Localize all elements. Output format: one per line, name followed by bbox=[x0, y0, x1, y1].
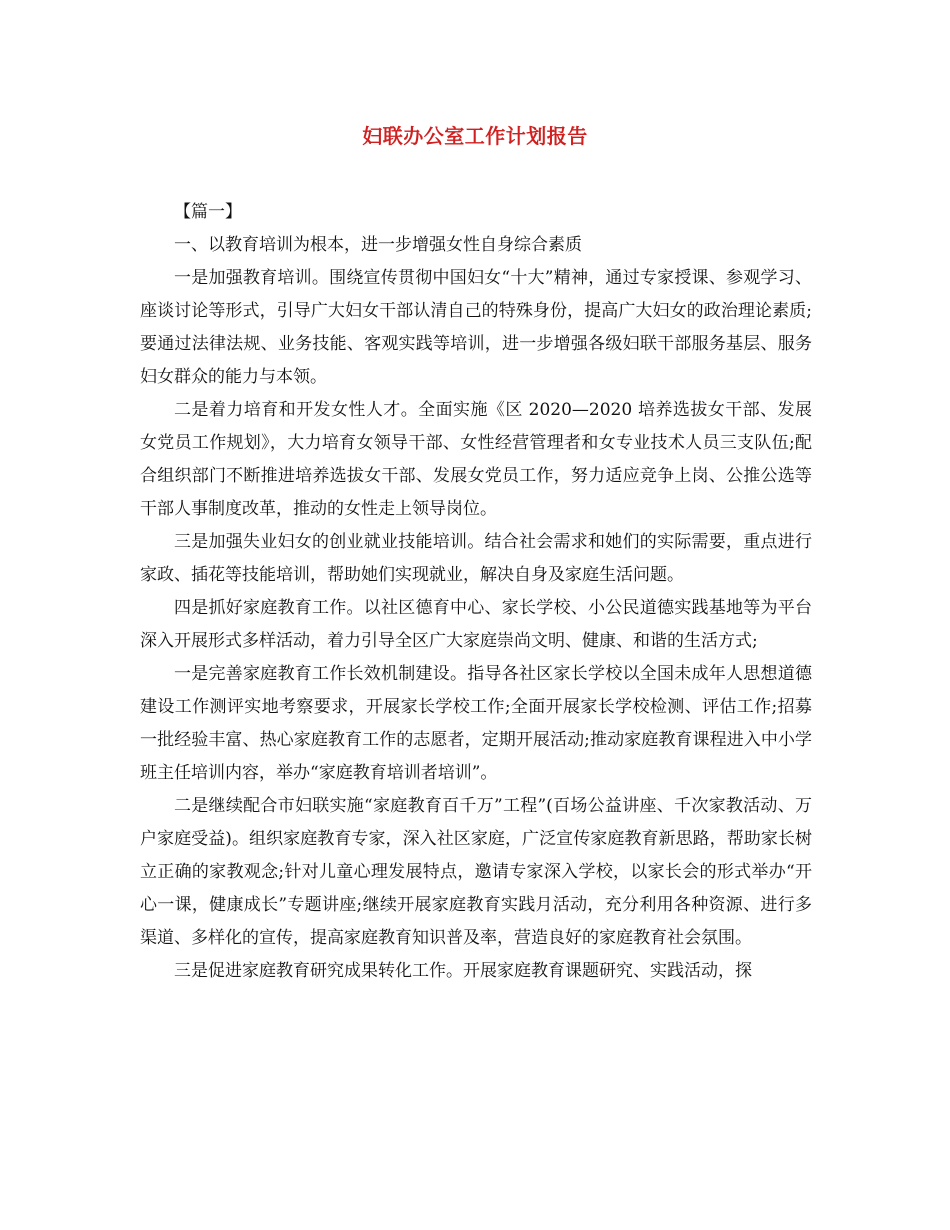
paragraph: 三是促进家庭教育研究成果转化工作。开展家庭教育课题研究、实践活动，探 bbox=[174, 961, 752, 981]
document-body bbox=[140, 196, 812, 988]
document-title: 妇联办公室工作计划报告 bbox=[362, 124, 588, 148]
paragraph: 三是加强失业妇女的创业就业技能培训。结合社会需求和她们的实际需要，重点进行家政、插花等技能培训，帮助她们实现就业，解决自身及家庭生活问题。 bbox=[140, 532, 812, 585]
section-label: 【篇一】 bbox=[174, 202, 242, 222]
section-heading: 一、以教育培训为根本，进一步增强女性自身综合素质 bbox=[174, 235, 582, 255]
paragraph: 一是完善家庭教育工作长效机制建设。指导各社区家长学校以全国未成年人思想道德建设工作测评实地考察要求，开展家长学校工作;全面开展家长学校检测、评估工作;招募一批经验丰富、热心家庭教育工作的志愿者，定期开展活动;推动家庭教育课程进入中小学班主任培训内容，举办“家庭教育培训者培训”。 bbox=[140, 664, 812, 783]
paragraph: 二是继续配合市妇联实施“家庭教育百千万”工程”(百场公益讲座、千次家教活动、万户家庭受益)。组织家庭教育专家，深入社区家庭，广泛宣传家庭教育新思路，帮助家长树立正确的家教观念;针对儿童心理发展特点，邀请专家深入学校，以家长会的形式举办“开心一课，健康成长”专题讲座;继续开展家庭教育实践月活动，充分利用各种资源、进行多渠道、多样化的宣传，提高家庭教育知识普及率，营造良好的家庭教育社会氛围。 bbox=[140, 796, 812, 948]
paragraph: 二是着力培育和开发女性人才。全面实施《区 2020—2020 培养选拔女干部、发展女党员工作规划》，大力培育女领导干部、女性经营管理者和女专业技术人员三支队伍;配合组织部门不断推进培养选拔女干部、发展女党员工作，努力适应竞争上岗、公推公选等干部人事制度改革，推动的女性走上领导岗位。 bbox=[140, 400, 812, 519]
paragraph: 一是加强教育培训。围绕宣传贯彻中国妇女“十大”精神，通过专家授课、参观学习、座谈讨论等形式，引导广大妇女干部认清自己的特殊身份，提高广大妇女的政治理论素质;要通过法律法规、业务技能、客观实践等培训，进一步增强各级妇联干部服务基层、服务妇女群众的能力与本领。 bbox=[140, 268, 812, 387]
paragraph: 四是抓好家庭教育工作。以社区德育中心、家长学校、小公民道德实践基地等为平台深入开展形式多样活动，着力引导全区广大家庭崇尚文明、健康、和谐的生活方式; bbox=[140, 598, 812, 651]
